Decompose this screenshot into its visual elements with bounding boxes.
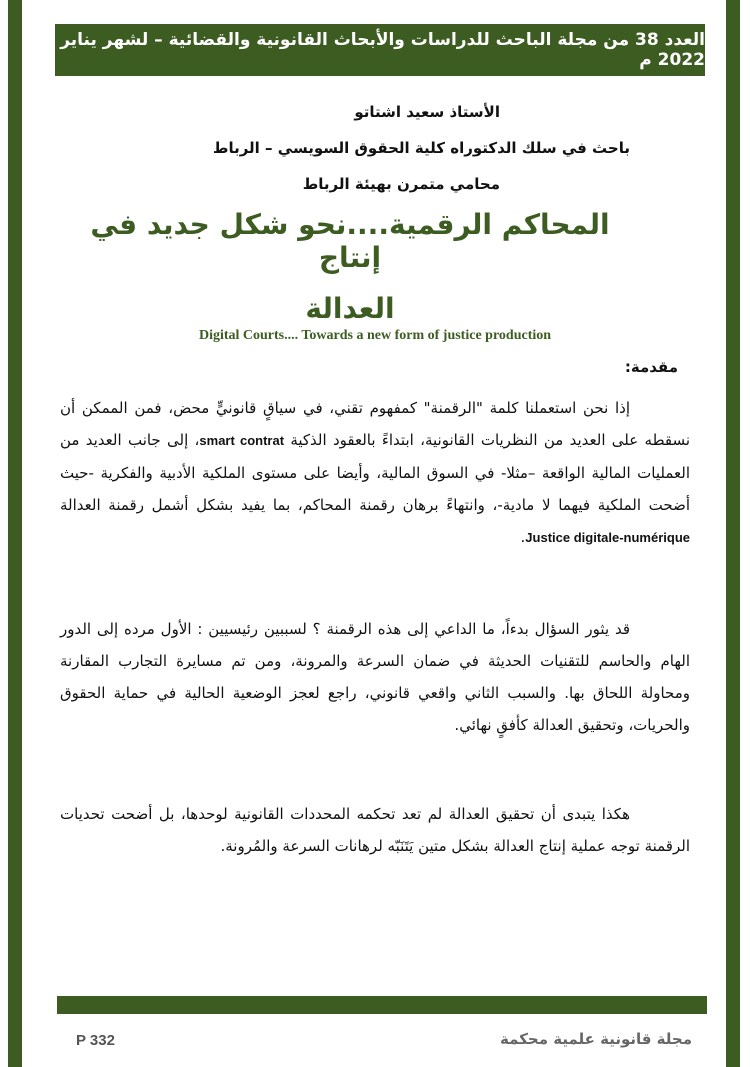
term-justice-digitale: Justice digitale-numérique bbox=[525, 530, 690, 545]
article-title-line2: العدالة bbox=[305, 292, 395, 325]
english-title: Digital Courts.... Towards a new form of justice production bbox=[198, 328, 552, 343]
journal-header-band bbox=[55, 24, 705, 76]
author-role: محامي متمرن بهيئة الرباط bbox=[302, 175, 500, 193]
paragraph-1 bbox=[60, 392, 690, 554]
author-name: الأستاذ سعيد اشتاتو bbox=[354, 103, 500, 121]
page-number: P 332 bbox=[76, 1032, 115, 1049]
footer-bar bbox=[57, 996, 707, 1014]
paragraph-2-text: قد يثور السؤال بدءاً، ما الداعي إلى هذه الرقمنة ؟ لسببين رئيسيين : الأول مرده إلى الدور الهام والحاسم للتقنيات الحديثة في ضمان السرعة والمرونة، ومن تم مسايرة التجارب المقارنة ومحاولة اللحاق بها. والسبب الثاني واقعي قانوني، راجع لعجز الوضعية الحالية في حماية الحقوق والحريات، وتحقيق العدالة كأفقٍ نهائي. bbox=[60, 620, 690, 734]
author-affiliation: باحث في سلك الدكتوراه كلية الحقوق السويسي – الرباط bbox=[212, 139, 630, 157]
term-smart-contract: smart contrat bbox=[199, 433, 285, 448]
paragraph-3 bbox=[60, 798, 690, 862]
paragraph-1-part-a: إذا نحن استعملنا كلمة "الرقمنة" كمفهوم تقني، في سياقٍ قانونيٍّ محض، فمن الممكن أن نسقطه على العديد من النظريات القانونية، ابتداءً بالعقود الذكية bbox=[60, 399, 691, 449]
article-title bbox=[70, 208, 630, 325]
paragraph-2 bbox=[60, 613, 690, 741]
author-block bbox=[60, 94, 630, 202]
section-heading: مقدمة: bbox=[624, 358, 678, 376]
paragraph-1-part-b: ، إلى جانب العديد من العمليات المالية الواقعة –مثلا- في السوق المالية، وأيضا على مستوى الملكية الأدبية والفكرية -حيث أضحت الملكية فيهما لا مادية-، وانتهاءً برهان رقمنة المحاكم، بما يفيد بشكل أشمل رقمنة العدالة bbox=[60, 431, 690, 514]
journal-header-text: العدد 38 من مجلة الباحث للدراسات والأبحاث القانونية والقضائية – لشهر يناير 2022 م bbox=[60, 30, 705, 70]
article-title-line1: المحاكم الرقمية....نحو شكل جديد في إنتاج bbox=[90, 208, 610, 274]
paragraph-3-text: هكذا يتبدى أن تحقيق العدالة لم تعد تحكمه المحددات القانونية لوحدها، بل أضحت تحديات الرقمنة توجه عملية إنتاج العدالة بشكل متين يَتَنَبّه لرهانات السرعة والمُرونة. bbox=[60, 805, 690, 855]
footer-journal-label: مجلة قانونية علمية محكمة bbox=[500, 1030, 692, 1048]
paragraph-1-end: . bbox=[520, 528, 526, 546]
